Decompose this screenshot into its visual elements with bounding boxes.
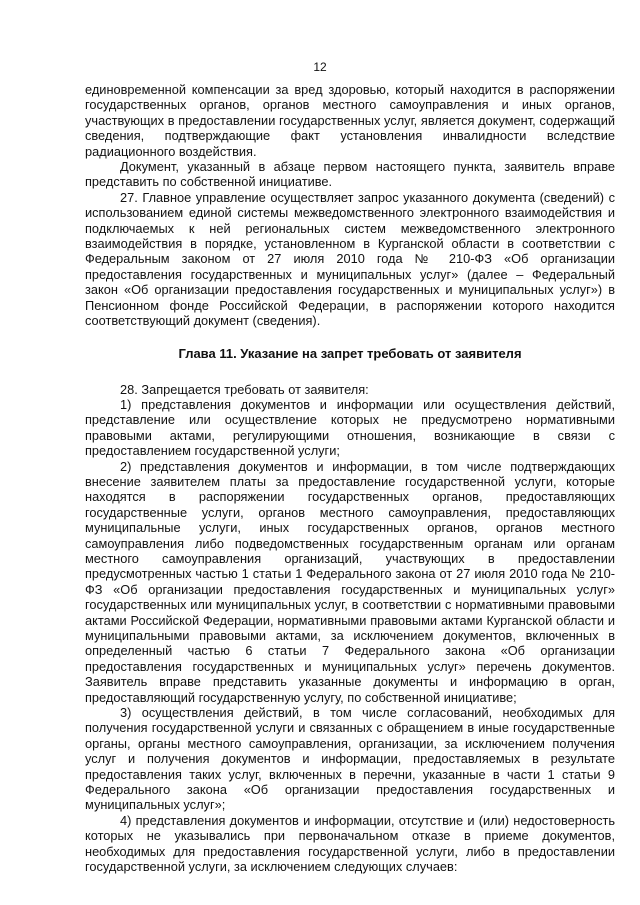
chapter-heading: Глава 11. Указание на запрет требовать от заявителя: [178, 345, 522, 361]
paragraph-subitem-2: 2) представления документов и информации, в том числе подтверждающих внесение заявителем платы за предоставление государственной услуги, которые находятся в распоряжении государственных органов, предоставляющих государственные услуги, органов местного самоуправления, предоставляющих муниципальные услуги, иных государственных органов, органов местного самоуправления либо подведомственных государственным органам или органам местного самоуправления организаций, участвующих в предоставлении предусмотренных частью 1 статьи 1 Федерального закона от 27 июля 2010 года № 210-ФЗ «Об организации предоставления государственных и муниципальных услуг» государственных или муниципальных услуг, в соответствии с нормативными правовыми актами Российской Федерации, нормативными правовыми актами Курганской области и муниципальными правовыми актами, за исключением документов, включенных в определенный частью 6 статьи 7 Федерального закона «Об организации предоставления государственных и муниципальных услуг» перечень документов. Заявитель вправе представить указанные документы и информацию в орган, предоставляющий государственную услугу, по собственной инициативе;: [85, 458, 615, 705]
document-body: [85, 82, 615, 875]
paragraph-subitem-1: 1) представления документов и информации или осуществления действий, представление или осуществление которых не предусмотрено нормативными правовыми актами, регулирующими отношения, возникающие в связи с предоставлением государственной услуги;: [85, 396, 615, 459]
page-number: 12: [313, 60, 327, 74]
paragraph-initiative-note: Документ, указанный в абзаце первом настоящего пункта, заявитель вправе представить по собственной инициативе.: [85, 159, 615, 190]
paragraph-subitem-3: 3) осуществления действий, в том числе согласований, необходимых для получения государственной услуги и связанных с обращением в иные государственные органы, органы местного самоуправления, организации, за исключением получения услуг и получения документов и информации, предоставляемых в результате предоставления таких услуг, включенных в перечни, указанные в части 1 статьи 9 Федерального закона «Об организации предоставления государственных и муниципальных услуг»;: [85, 705, 615, 813]
paragraph-item-28: 28. Запрещается требовать от заявителя:: [120, 381, 369, 397]
paragraph-item-27: 27. Главное управление осуществляет запрос указанного документа (сведений) с использованием единой системы межведомственного электронного взаимодействия и подключаемых к ней региональных систем межведомственного электронного взаимодействия в порядке, установленном в Курганской области в соответствии с Федеральным законом от 27 июля 2010 года № 210-ФЗ «Об организации предоставления государственных и муниципальных услуг» (далее – Федеральный закон «Об организации предоставления государственных и муниципальных услуг») в Пенсионном фонде Российской Федерации, в распоряжении которого находится соответствующий документ (сведения).: [85, 189, 615, 329]
paragraph-subitem-4: 4) представления документов и информации, отсутствие и (или) недостоверность которых не указывались при первоначальном отказе в приеме документов, необходимых для предоставления государственной услуги, либо в предоставлении государственной услуги, за исключением следующих случаев:: [85, 812, 615, 875]
paragraph-continuation: единовременной компенсации за вред здоровью, который находится в распоряжении государственных органов, органов местного самоуправления и иных органов, участвующих в предоставлении государственных услуг, является документ, содержащий сведения, подтверждающие факт установления инвалидности вследствие радиационного воздействия.: [85, 82, 615, 159]
